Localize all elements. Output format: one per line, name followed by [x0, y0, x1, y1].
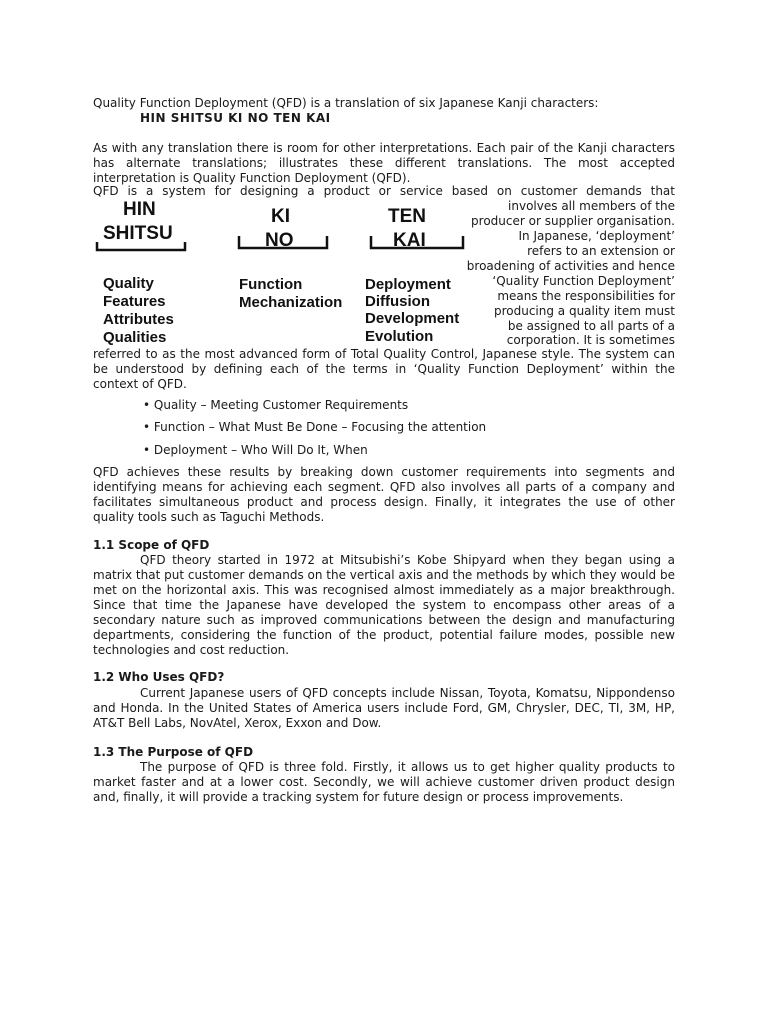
bullet-item: • Quality – Meeting Customer Requirements — [143, 398, 409, 412]
kanji-word: NO — [265, 230, 294, 251]
kanji-title: HIN SHITSU KI NO TEN KAI — [140, 111, 331, 125]
bullet-item: • Function – What Must Be Done – Focusing the attention — [143, 420, 487, 434]
wrap-line: ‘Quality Function Deployment’ — [492, 274, 675, 288]
meaning-word: Attributes — [103, 311, 174, 328]
meaning-word: Features — [103, 293, 166, 310]
kanji-translation-diagram — [93, 198, 478, 348]
meaning-word: Quality — [103, 275, 154, 292]
section-body: QFD theory started in 1972 at Mitsubishi’s Kobe Shipyard when they began using a matrix that put customer demands on the vertical axis and the methods by which they would be met on the horizontal axis. This was recognised almost immediately as a major breakthrough. Since that time the Japanese have developed the system to encompass other areas of a secondary nature such as improved communications between the design and manufacturing departments, considering the function of the product, potential failure modes, possible new technologies and cost reduction. — [93, 553, 675, 657]
wrap-line: corporation. It is sometimes — [506, 333, 675, 347]
section-heading: 1.2 Who Uses QFD? — [93, 670, 225, 684]
wrap-line: In Japanese, ‘deployment’ — [518, 229, 675, 243]
intro-line: Quality Function Deployment (QFD) is a translation of six Japanese Kanji characters: — [93, 96, 599, 110]
section-body: Current Japanese users of QFD concepts include Nissan, Toyota, Komatsu, Nippondenso and Honda. In the United States of America users include Ford, GM, Chrysler, DEC, TI, 3M, HP, AT&T Bell Labs, NovAtel, Xerox, Exxon and Dow. — [93, 686, 675, 730]
kanji-word: KAI — [393, 230, 426, 251]
wrap-line: be assigned to all parts of a — [507, 319, 675, 333]
kanji-word: SHITSU — [103, 223, 173, 244]
wrap-line: broadening of activities and hence — [466, 259, 675, 273]
section-heading: 1.3 The Purpose of QFD — [93, 745, 254, 759]
wrap-line: means the responsibilities for — [497, 289, 675, 303]
meaning-word: Diffusion — [365, 293, 430, 310]
kanji-word: TEN — [388, 206, 426, 227]
meaning-word: Deployment — [365, 276, 451, 293]
paragraph-translation: As with any translation there is room for other interpretations. Each pair of the Kanji characters has alternate translations; illustrates these different translations. The most accepted interpretation is Quality Function Deployment (QFD). — [93, 141, 675, 185]
meaning-word: Qualities — [103, 329, 167, 346]
paragraph-achieves: QFD achieves these results by breaking down customer requirements into segments and identifying means for achieving each segment. QFD also involves all parts of a company and facilitates simultaneous product and process design. Finally, it integrates the use of other quality tools such as Taguchi Methods. — [93, 465, 675, 524]
kanji-word: HIN — [123, 199, 156, 220]
bullet-item: • Deployment – Who Will Do It, When — [143, 443, 368, 457]
meaning-word: Mechanization — [239, 294, 343, 311]
wrap-line: involves all members of the — [508, 199, 675, 213]
wrap-line: refers to an extension or — [527, 244, 675, 258]
diagram-group-ki-no — [239, 206, 342, 311]
section-body: The purpose of QFD is three fold. Firstly, it allows us to get higher quality products to market faster and at a lower cost. Secondly, we will achieve customer driven product design and, finally, it will provide a tracking system for future design or process improvements. — [93, 760, 675, 804]
meaning-word: Development — [365, 310, 460, 327]
meaning-word: Evolution — [365, 328, 434, 345]
wrap-line: producing a quality item must — [493, 304, 675, 318]
diagram-group-ten-kai — [365, 206, 463, 345]
meaning-word: Function — [239, 276, 303, 293]
paragraph-system-tail: referred to as the most advanced form of Total Quality Control, Japanese style. The system can be understood by defining each of the terms in ‘Quality Function Deployment’ within the context of QFD. — [93, 347, 675, 391]
kanji-word: KI — [271, 206, 290, 227]
section-heading: 1.1 Scope of QFD — [93, 538, 210, 552]
wrap-line: producer or supplier organisation. — [471, 214, 675, 228]
diagram-group-hin-shitsu — [97, 199, 185, 346]
paragraph-system-lead: QFD is a system for designing a product or service based on customer demands that — [93, 184, 675, 198]
